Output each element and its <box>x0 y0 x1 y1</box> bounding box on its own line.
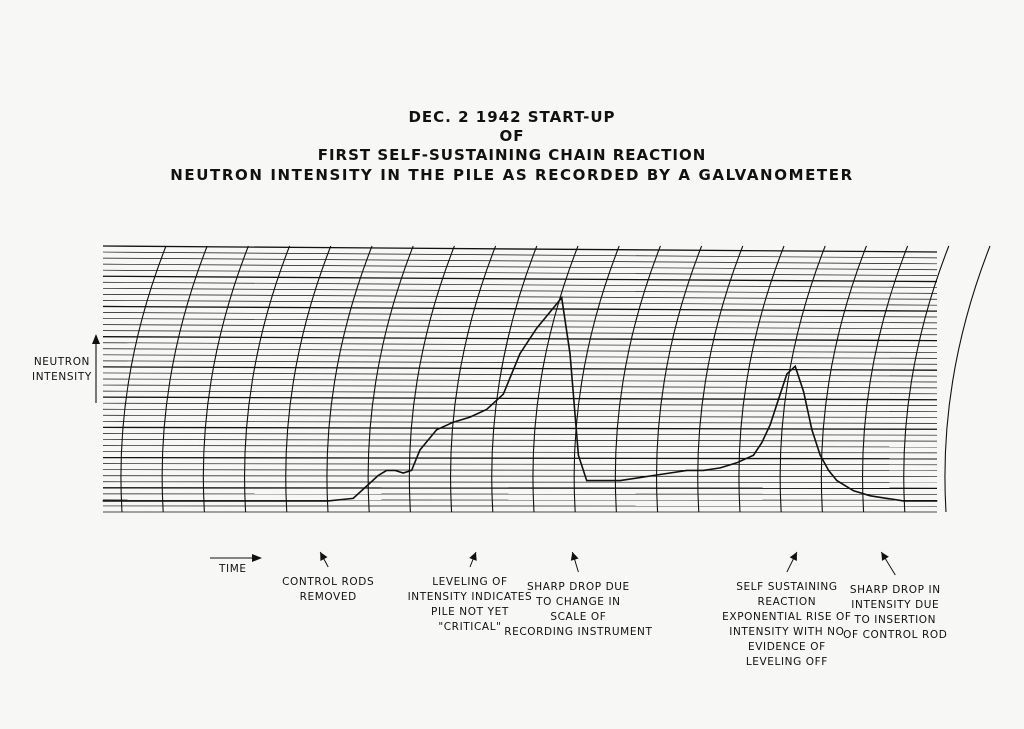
data-point <box>886 498 887 499</box>
grid-line-arc <box>286 246 331 512</box>
grid-line-h <box>103 439 937 441</box>
grid-line-h <box>103 337 937 341</box>
data-point <box>736 462 737 463</box>
annotation-label <box>493 580 663 640</box>
grid-line-h <box>103 373 937 376</box>
annotation-line: REMOVED <box>299 591 357 603</box>
grid-line-arc <box>245 246 290 512</box>
data-point <box>536 328 537 329</box>
data-point <box>853 490 854 491</box>
grid-line-h <box>103 379 937 382</box>
data-point <box>636 477 637 478</box>
data-point <box>653 475 654 476</box>
annotation-arrows <box>320 552 895 575</box>
data-point <box>394 470 395 471</box>
grid-line-h <box>103 415 937 417</box>
grid-line-h <box>103 421 937 423</box>
grid-line-arc <box>409 246 454 512</box>
grid-line-arc <box>451 246 496 512</box>
data-point <box>753 455 754 456</box>
grid-line-h <box>103 476 937 477</box>
grid-line-h <box>103 319 937 323</box>
grid-line-h <box>103 276 937 281</box>
annotation-line: SHARP DROP IN <box>849 584 941 596</box>
annotation-line: INTENSITY WITH NO <box>729 626 845 638</box>
annotation-label <box>820 583 970 643</box>
data-point <box>436 429 437 430</box>
grid-line-arc <box>327 246 372 512</box>
y-axis-arrowhead <box>92 334 100 344</box>
data-point <box>828 470 829 471</box>
data-point <box>786 373 787 374</box>
data-point <box>619 480 620 481</box>
grid-line-h <box>103 446 937 448</box>
data-point <box>603 480 604 481</box>
grid-line-h <box>103 246 937 252</box>
data-point <box>102 500 103 501</box>
data-point <box>228 500 229 501</box>
data-point <box>561 297 562 298</box>
data-point <box>328 500 329 501</box>
data-point <box>503 394 504 395</box>
data-point <box>803 391 804 392</box>
grid-line-h <box>103 349 937 353</box>
grid-line-arc <box>780 246 825 512</box>
annotation-line: REACTION <box>757 596 817 608</box>
data-point <box>127 500 128 501</box>
data-point <box>378 475 379 476</box>
annotation-line: PILE NOT YET <box>431 606 509 618</box>
data-point <box>253 500 254 501</box>
annotation-line: SELF SUSTAINING <box>736 581 838 593</box>
grid-line-arc <box>739 246 784 512</box>
grid-line-h <box>103 331 937 335</box>
data-point <box>903 500 904 501</box>
data-point <box>177 500 178 501</box>
data-point <box>278 500 279 501</box>
grid-line-h <box>103 403 937 405</box>
annotation-line: LEVELING OF <box>432 576 508 588</box>
grid-line-h <box>103 385 937 388</box>
y-axis-label <box>32 355 92 385</box>
annotation-line: "CRITICAL" <box>438 621 502 633</box>
grid-line-arc <box>203 246 248 512</box>
grid-line-arc <box>821 246 866 512</box>
data-point <box>486 409 487 410</box>
data-point <box>303 500 304 501</box>
data-point <box>836 480 837 481</box>
data-point <box>453 422 454 423</box>
chart-grid <box>103 246 990 512</box>
data-point <box>811 429 812 430</box>
grid-line-h <box>103 433 937 435</box>
data-point <box>770 424 771 425</box>
annotation-line: TO CHANGE IN <box>536 596 621 608</box>
grid-line-h <box>103 264 937 270</box>
grid-line-arc <box>492 246 537 512</box>
title-line-1: DEC. 2 1942 START-UP <box>408 108 616 126</box>
data-point <box>720 467 721 468</box>
data-point <box>578 455 579 456</box>
annotation-line: INTENSITY INDICATES <box>407 591 533 603</box>
grid-line-h <box>103 361 937 364</box>
grid-line-h <box>103 325 937 329</box>
data-point <box>353 498 354 499</box>
grid-line-h <box>103 464 937 465</box>
annotation-line: EXPONENTIAL RISE OF <box>722 611 852 623</box>
annotation-label <box>268 575 388 605</box>
y-axis-label-line: INTENSITY <box>32 371 92 383</box>
annotation-line: OF CONTROL ROD <box>843 629 948 641</box>
x-axis-label: TIME <box>219 563 247 575</box>
data-point <box>152 500 153 501</box>
annotation-line: INTENSITY DUE <box>851 599 940 611</box>
data-point <box>870 495 871 496</box>
grid-line-h <box>103 488 937 489</box>
grid-line-h <box>103 482 937 483</box>
grid-line-h <box>103 258 937 264</box>
data-point <box>761 442 762 443</box>
annotation-arrowhead <box>881 552 889 561</box>
annotation-line: CONTROL RODS <box>282 576 375 588</box>
grid-line-arc <box>533 246 578 512</box>
annotation-line: SCALE OF <box>550 611 607 623</box>
data-point <box>778 399 779 400</box>
data-point <box>553 307 554 308</box>
grid-line-h <box>103 458 937 459</box>
grid-line-h <box>103 470 937 471</box>
time-arrowhead <box>252 554 262 562</box>
annotation-arrowhead <box>571 552 579 561</box>
annotation-line: TO INSERTION <box>854 614 937 626</box>
data-point <box>419 450 420 451</box>
data-point <box>795 366 796 367</box>
grid-line-h <box>103 313 937 318</box>
annotation-line: EVIDENCE OF <box>748 641 826 653</box>
data-point <box>411 470 412 471</box>
data-point <box>403 472 404 473</box>
grid-line-h <box>103 409 937 411</box>
data-point <box>670 472 671 473</box>
data-point <box>519 353 520 354</box>
grid-line-h <box>103 367 937 370</box>
title-line-4: NEUTRON INTENSITY IN THE PILE AS RECORDED BY A GALVANOMETER <box>170 166 854 184</box>
title-line-3: FIRST SELF-SUSTAINING CHAIN REACTION <box>317 146 707 164</box>
grid-line-arc <box>904 246 949 512</box>
data-point <box>920 500 921 501</box>
grid-line-h <box>103 270 937 275</box>
data-point <box>386 470 387 471</box>
grid-line-h <box>103 391 937 394</box>
grid-line-h <box>103 452 937 453</box>
grid-line-h <box>103 252 937 258</box>
y-axis-label-line: NEUTRON <box>33 356 91 368</box>
data-point <box>202 500 203 501</box>
annotation-line: SHARP DROP DUE <box>526 581 630 593</box>
data-point <box>820 455 821 456</box>
data-point <box>586 480 587 481</box>
title-line-2: OF <box>499 127 525 145</box>
grid-line-arc <box>945 246 990 512</box>
data-point <box>936 500 937 501</box>
grid-line-arc <box>863 246 908 512</box>
data-point <box>686 470 687 471</box>
grid-line-arc <box>574 246 619 512</box>
data-point <box>569 353 570 354</box>
data-point <box>703 470 704 471</box>
annotation-line: RECORDING INSTRUMENT <box>504 626 653 638</box>
annotation-line: LEVELING OFF <box>745 656 828 668</box>
data-point <box>469 417 470 418</box>
grid-line-h <box>103 343 937 347</box>
grid-line-h <box>103 397 937 400</box>
